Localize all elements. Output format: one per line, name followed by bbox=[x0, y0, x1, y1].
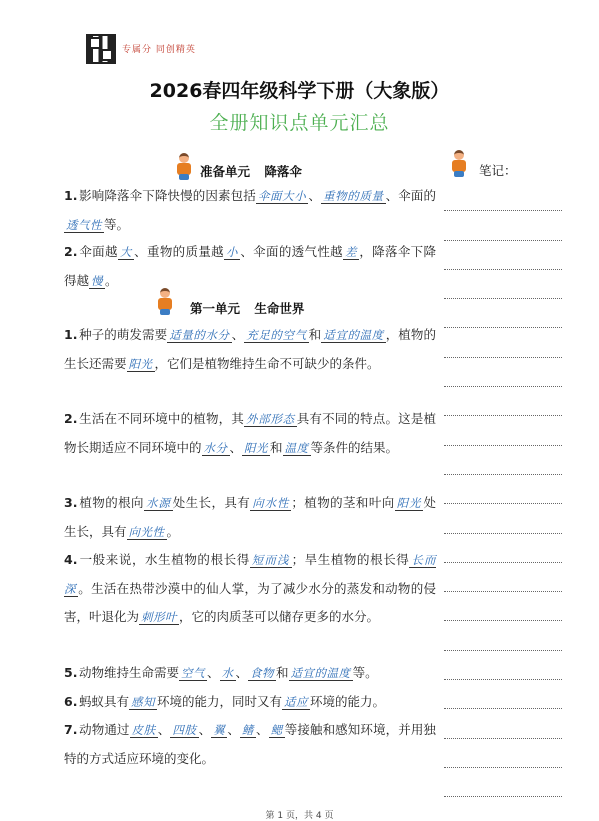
item-text: 等。 bbox=[104, 216, 130, 232]
cartoon-kid-icon bbox=[156, 288, 174, 316]
notes-line[interactable] bbox=[444, 621, 562, 650]
answer-blank: 翼 bbox=[213, 723, 226, 737]
item-text: 。 bbox=[105, 272, 118, 288]
list-item bbox=[64, 182, 436, 239]
notes-line[interactable] bbox=[444, 739, 562, 768]
item-number: 7. bbox=[64, 722, 78, 737]
item-text: 处生长，具有 bbox=[172, 495, 251, 510]
answer-blank: 感知 bbox=[131, 695, 156, 709]
item-text: 等接触和感知环境，并用独特的方式适应环境的变化。 bbox=[64, 722, 436, 766]
item-text: 和 bbox=[270, 439, 283, 455]
item-number: 1. bbox=[64, 188, 78, 203]
brand-slogan: 专属分 同创精英 bbox=[122, 45, 196, 55]
list-item bbox=[64, 659, 436, 688]
answer-blank: 外部形态 bbox=[246, 412, 295, 426]
notes-line[interactable] bbox=[444, 241, 562, 270]
item-text: ，降落伞下降得越 bbox=[64, 244, 436, 288]
notes-line[interactable] bbox=[444, 651, 562, 680]
answer-blank: 鳃 bbox=[270, 723, 283, 737]
item-text: 、伞面的 bbox=[385, 188, 436, 203]
item-text: 等。 bbox=[352, 665, 378, 680]
item-text: 具有不同的特点。这是植物长期适应不同环境中的 bbox=[64, 411, 436, 455]
item-text: ，它们是植物维持生命不可缺少的条件。 bbox=[154, 355, 380, 371]
notes-line[interactable] bbox=[444, 387, 562, 416]
answer-blank: 长而深 bbox=[64, 553, 436, 596]
answer-blank: 鳍 bbox=[241, 723, 255, 737]
notes-line[interactable] bbox=[444, 182, 562, 211]
item-text: 、 bbox=[229, 439, 243, 455]
item-text: 蚂蚁具有 bbox=[79, 694, 130, 709]
answer-blank: 阳光 bbox=[244, 440, 269, 455]
item-text: 、 bbox=[308, 188, 321, 203]
item-text: 环境的能力，同时又有 bbox=[157, 694, 283, 709]
list-item bbox=[64, 546, 436, 632]
item-text: 。 bbox=[166, 523, 180, 539]
item-text: 、 bbox=[256, 722, 269, 737]
item-text: 、 bbox=[198, 722, 212, 737]
list-item bbox=[64, 405, 436, 462]
item-text: ，植物的生长还需要 bbox=[64, 327, 436, 371]
answer-blank: 四肢 bbox=[172, 723, 197, 737]
notes-line[interactable] bbox=[444, 592, 562, 621]
item-text: 生活在不同环境中的植物，其 bbox=[79, 411, 244, 426]
list-item bbox=[64, 321, 436, 378]
section-heading-unit1: 第一单元 生命世界 bbox=[190, 301, 305, 316]
answer-blank: 食物 bbox=[250, 666, 275, 680]
item-text: 动物通过 bbox=[79, 722, 130, 737]
answer-blank: 阳光 bbox=[396, 496, 422, 510]
item-text: 、 bbox=[235, 665, 249, 680]
answer-blank: 空气 bbox=[181, 666, 206, 680]
answer-blank: 向光性 bbox=[128, 524, 165, 539]
answer-blank: 充足的空气 bbox=[246, 328, 307, 342]
item-text: 、伞面的透气性越 bbox=[240, 244, 343, 259]
item-text: 影响降落伞下降快慢的因素包括 bbox=[79, 188, 256, 203]
notes-line[interactable] bbox=[444, 211, 562, 240]
notes-line[interactable] bbox=[444, 446, 562, 475]
list-item bbox=[64, 489, 436, 546]
notes-line[interactable] bbox=[444, 358, 562, 387]
answer-blank: 大 bbox=[119, 245, 133, 259]
notes-line[interactable] bbox=[444, 270, 562, 299]
answer-blank: 小 bbox=[226, 245, 239, 259]
item-text: 和 bbox=[276, 665, 289, 680]
answer-blank: 慢 bbox=[91, 273, 104, 288]
notes-line[interactable] bbox=[444, 328, 562, 357]
item-number: 1. bbox=[64, 327, 78, 342]
item-text: ；植物的茎和叶向 bbox=[291, 495, 395, 510]
answer-blank: 阳光 bbox=[128, 356, 153, 371]
answer-blank: 水 bbox=[221, 666, 234, 680]
qr-code-icon bbox=[86, 34, 116, 64]
answer-blank: 皮肤 bbox=[131, 723, 156, 737]
item-text: 等条件的结果。 bbox=[310, 439, 399, 455]
item-text: 、 bbox=[227, 722, 240, 737]
answer-blank: 水源 bbox=[145, 496, 171, 510]
page-title: 2026春四年级科学下册（大象版） bbox=[149, 80, 450, 102]
section-heading-prep: 准备单元 降落伞 bbox=[200, 164, 302, 179]
answer-blank: 重物的质量 bbox=[322, 189, 384, 203]
answer-blank: 伞面大小 bbox=[257, 189, 307, 203]
item-text: 环境的能力。 bbox=[310, 694, 386, 709]
item-text: ；旱生植物的根长得 bbox=[291, 552, 410, 567]
notes-line[interactable] bbox=[444, 709, 562, 738]
page-subtitle: 全册知识点单元汇总 bbox=[209, 112, 390, 134]
item-text: 和 bbox=[308, 327, 322, 342]
notes-line[interactable] bbox=[444, 563, 562, 592]
notes-line[interactable] bbox=[444, 768, 562, 797]
notes-line[interactable] bbox=[444, 534, 562, 563]
cartoon-kid-icon bbox=[175, 153, 193, 181]
answer-blank: 温度 bbox=[284, 440, 309, 455]
item-text: 种子的萌发需要 bbox=[79, 327, 168, 342]
answer-blank: 透气性 bbox=[66, 217, 102, 232]
notes-line[interactable] bbox=[444, 504, 562, 533]
list-item bbox=[64, 238, 436, 295]
item-text: 、 bbox=[231, 327, 245, 342]
answer-blank: 水分 bbox=[203, 440, 228, 455]
page-footer: 第 1 页，共 4 页 bbox=[265, 811, 334, 821]
item-text: 伞面越 bbox=[79, 244, 118, 259]
item-number: 6. bbox=[64, 694, 78, 709]
notes-label: 笔记： bbox=[479, 163, 517, 178]
answer-blank: 向水性 bbox=[252, 496, 290, 510]
item-number: 5. bbox=[64, 665, 78, 680]
notes-line[interactable] bbox=[444, 680, 562, 709]
notes-line[interactable] bbox=[444, 416, 562, 445]
answer-blank: 适量的水分 bbox=[169, 328, 230, 342]
item-text: 处生长，具有 bbox=[64, 495, 436, 539]
item-text: 一般来说，水生植物的根长得 bbox=[79, 552, 250, 567]
item-text: 、 bbox=[207, 665, 220, 680]
notes-area[interactable] bbox=[444, 182, 562, 797]
list-item bbox=[64, 716, 436, 772]
item-number: 2. bbox=[64, 244, 78, 259]
answer-blank: 适宜的温度 bbox=[290, 666, 351, 680]
item-number: 2. bbox=[64, 411, 78, 426]
answer-blank: 适宜的温度 bbox=[323, 328, 384, 342]
answer-blank: 刺形叶 bbox=[141, 610, 178, 624]
cartoon-kid-icon bbox=[450, 150, 468, 178]
item-text: ，它的肉质茎可以储存更多的水分。 bbox=[179, 609, 380, 624]
answer-blank: 差 bbox=[345, 245, 358, 259]
answer-blank: 短而浅 bbox=[251, 553, 290, 567]
item-text: 。生活在热带沙漠中的仙人掌，为了减少水分的蒸发和动物的侵害，叶退化为 bbox=[64, 580, 436, 624]
item-text: 、重物的质量越 bbox=[134, 244, 224, 259]
item-number: 3. bbox=[64, 495, 78, 510]
answer-blank: 适应 bbox=[284, 695, 309, 709]
item-text: 、 bbox=[157, 722, 171, 737]
notes-line[interactable] bbox=[444, 299, 562, 328]
item-text: 动物维持生命需要 bbox=[79, 665, 180, 680]
item-number: 4. bbox=[64, 552, 78, 567]
notes-line[interactable] bbox=[444, 475, 562, 504]
list-item bbox=[64, 688, 436, 717]
item-text: 植物的根向 bbox=[79, 495, 144, 510]
